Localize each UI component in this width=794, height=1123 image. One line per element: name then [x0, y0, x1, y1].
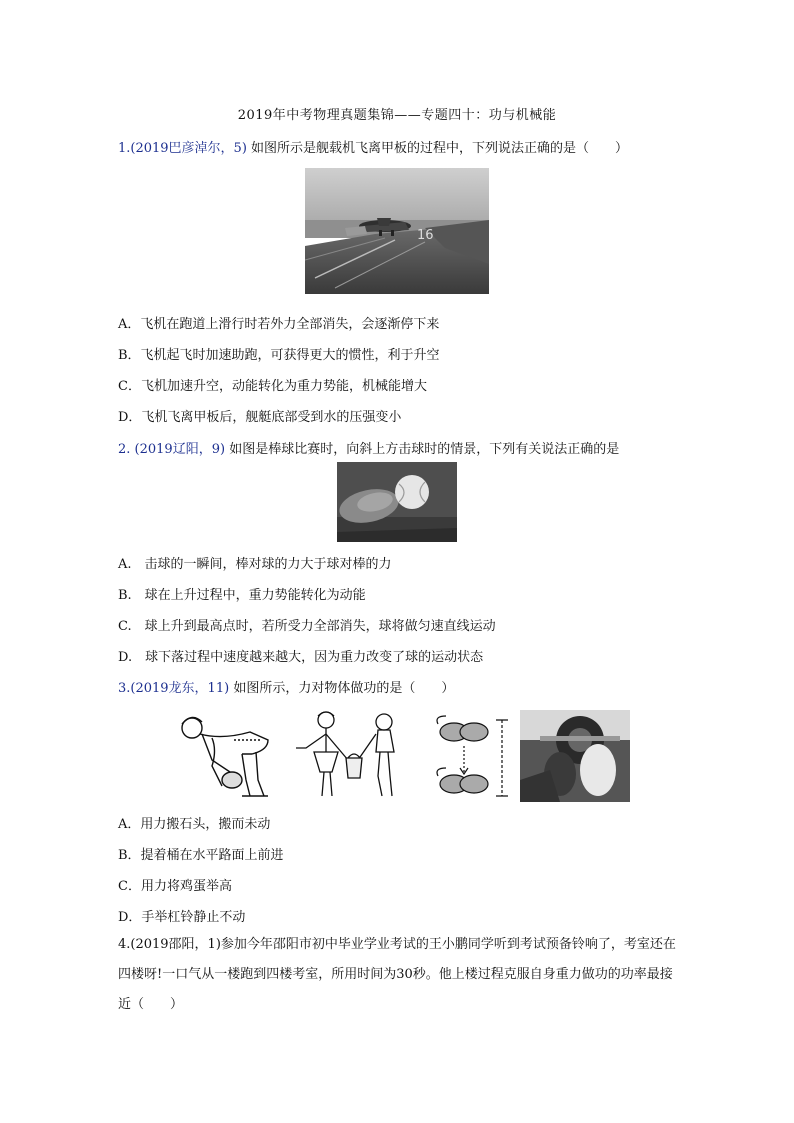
question-3-stem [118, 677, 454, 696]
question-1-option-c: C．飞机加速升空，动能转化为重力势能，机械能增大 [118, 379, 427, 394]
question-2-stem [118, 438, 619, 457]
question-2-text: 如图是棒球比赛时，向斜上方击球时的情景，下列有关说法正确的是 [229, 442, 620, 457]
question-1-source: (2019巴彦淖尔，5) [130, 141, 247, 156]
question-2-source: (2019辽阳，9) [134, 442, 226, 457]
question-3-number: 3. [118, 681, 131, 696]
question-1-stem [118, 137, 628, 156]
question-3-option-c: C．用力将鸡蛋举高 [118, 879, 232, 894]
aircraft-carrier-photo [305, 168, 489, 294]
question-3-option-a: A．用力搬石头，搬而未动 [118, 817, 271, 832]
svg-text:16: 16 [417, 228, 434, 243]
question-2-number: 2. [118, 442, 131, 457]
question-2-option-d: D. 球下落过程中速度越来越大，因为重力改变了球的运动状态 [118, 650, 484, 665]
question-1-text: 如图所示是舰载机飞离甲板的过程中，下列说法正确的是（ ） [251, 141, 629, 156]
question-2-option-b: B. 球在上升过程中，重力势能转化为动能 [118, 588, 366, 603]
weightlifter-photo [520, 710, 630, 802]
question-4-text: 4.(2019邵阳，1)参加今年邵阳市初中毕业学业考试的王小鹏同学听到考试预备铃响了，考室还在四楼呀!一口气从一楼跑到四楼考室，所用时间为30秒。他上楼过程克服自身重力做功的功率最接近（ ） [118, 937, 676, 1012]
question-3-text: 如图所示，力对物体做功的是（ ） [233, 681, 455, 696]
question-2-option-c: C. 球上升到最高点时，若所受力全部消失，球将做匀速直线运动 [118, 619, 496, 634]
baseball-photo [337, 462, 457, 542]
question-3-source: (2019龙东，11) [130, 681, 230, 696]
question-3-option-b: B．提着桶在水平路面上前进 [118, 848, 284, 863]
question-1-number: 1. [118, 141, 131, 156]
question-1-option-b: B．飞机起飞时加速助跑，可获得更大的惯性，利于升空 [118, 348, 440, 363]
question-1-option-d: D．飞机飞离甲板后，舰艇底部受到水的压强变小 [118, 410, 402, 425]
lifting-stone-illustration [172, 710, 274, 802]
document-title: 2019年中考物理真题集锦——专题四十：功与机械能 [237, 108, 557, 123]
raising-eggs-illustration [424, 710, 514, 802]
question-3-option-d: D．手举杠铃静止不动 [118, 910, 246, 925]
question-1-option-a: A．飞机在跑道上滑行时若外力全部消失，会逐渐停下来 [118, 317, 440, 332]
question-2-option-a: A. 击球的一瞬间，棒对球的力大于球对棒的力 [118, 557, 392, 572]
carrying-bucket-illustration [286, 708, 406, 804]
